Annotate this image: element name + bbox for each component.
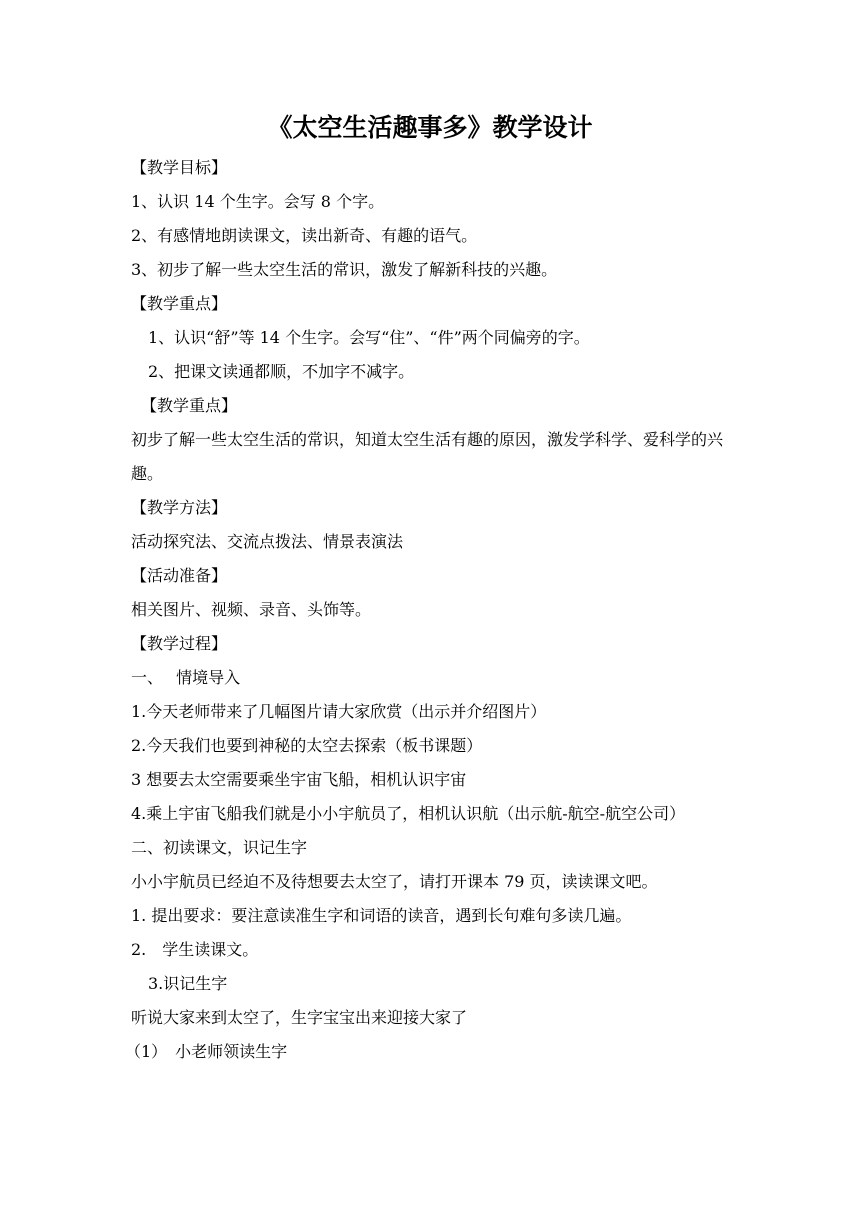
paragraph: 1、认识“舒”等 14 个生字。会写“住”、“件”两个同偏旁的字。	[148, 328, 590, 347]
document-title: 《太空生活趣事多》教学设计	[267, 113, 593, 142]
paragraph: 活动探究法、交流点拨法、情景表演法	[131, 532, 404, 551]
paragraph: 1.今天老师带来了几幅图片请大家欣赏（出示并介绍图片）	[131, 702, 547, 721]
section-heading-preparation: 【活动准备】	[131, 566, 228, 585]
paragraph: 2.今天我们也要到神秘的太空去探索（板书课题）	[131, 736, 483, 755]
section-heading-objectives: 【教学目标】	[131, 158, 228, 177]
section-heading-key-points: 【教学重点】	[131, 294, 228, 313]
paragraph: 1. 提出要求：要注意读准生字和词语的读音，遇到长句难句多读几遍。	[131, 906, 632, 925]
paragraph: 3、初步了解一些太空生活的常识，激发了解新科技的兴趣。	[131, 260, 558, 279]
paragraph: 4.乘上宇宙飞船我们就是小小宇航员了，相机认识航（出示航-航空-航空公司）	[131, 804, 686, 823]
paragraph: 3 想要去太空需要乘坐宇宙飞船，相机认识宇宙	[131, 770, 467, 789]
paragraph: 2、把课文读通都顺，不加字不减字。	[148, 362, 415, 381]
paragraph: 2. 学生读课文。	[131, 940, 259, 959]
subsection-heading: 一、 情境导入	[131, 668, 241, 687]
section-heading-process: 【教学过程】	[131, 634, 228, 653]
section-heading-methods: 【教学方法】	[131, 498, 228, 517]
paragraph: 小小宇航员已经迫不及待想要去太空了，请打开课本 79 页，读读课文吧。	[131, 872, 658, 891]
section-heading-key-points-2: 【教学重点】	[141, 396, 238, 415]
paragraph: 听说大家来到太空了，生字宝宝出来迎接大家了	[131, 1008, 468, 1027]
subsection-heading: 二、初读课文，识记生字	[131, 838, 308, 857]
paragraph: 2、有感情地朗读课文，读出新奇、有趣的语气。	[131, 226, 478, 245]
paragraph: 3.识记生字	[148, 974, 228, 993]
paragraph: 1、认识 14 个生字。会写 8 个字。	[131, 192, 385, 211]
paragraph: 相关图片、视频、录音、头饰等。	[131, 600, 372, 619]
paragraph: 初步了解一些太空生活的常识，知道太空生活有趣的原因，激发学科学、爱科学的兴趣。	[131, 430, 724, 483]
paragraph: （1） 小老师领读生字	[125, 1042, 288, 1061]
document-body	[125, 151, 746, 1069]
